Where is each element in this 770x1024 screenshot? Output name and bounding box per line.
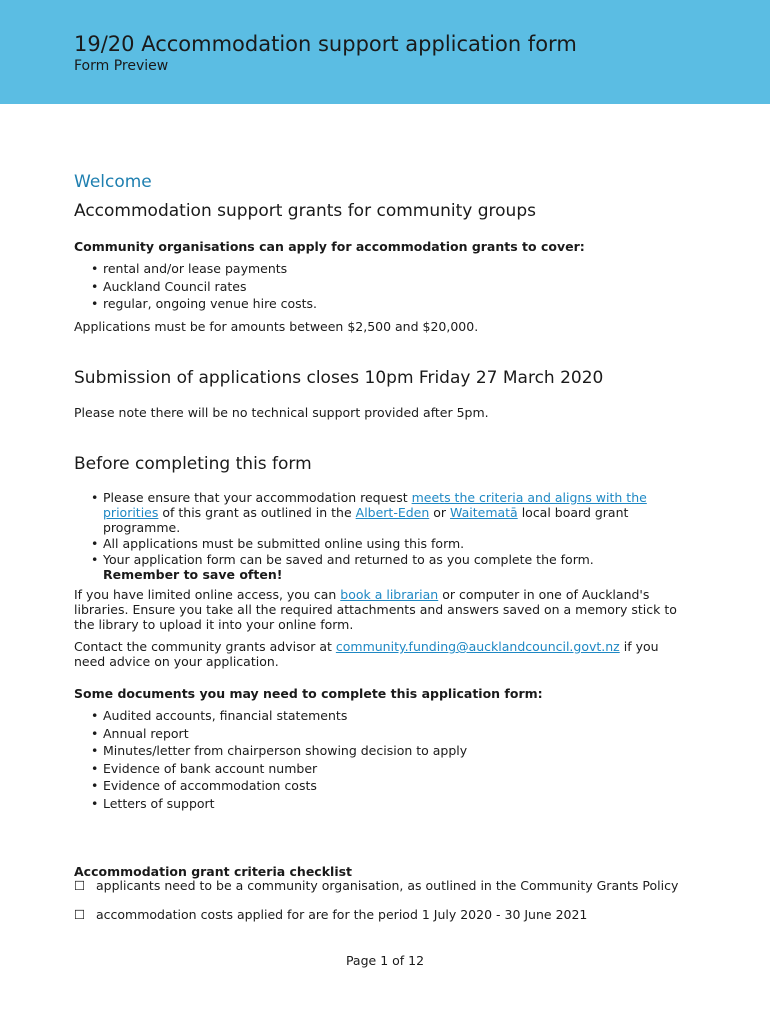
- list-item: • Your application form can be saved and returned to as you complete the form. Remember to save often!: [91, 552, 594, 582]
- page-number: Page 1 of 12: [345, 953, 425, 968]
- cover-intro: Community organisations can apply for accommodation grants to cover:: [74, 239, 585, 254]
- list-item: • Letters of support: [91, 795, 215, 811]
- support-note: Please note there will be no technical support provided after 5pm.: [74, 405, 489, 420]
- welcome-heading: Welcome: [74, 172, 152, 192]
- documents-heading: Some documents you may need to complete this application form:: [74, 686, 543, 701]
- list-item: • Minutes/letter from chairperson showing decision to apply: [91, 743, 468, 758]
- closing-heading: Submission of applications closes 10pm Friday 27 March 2020: [74, 368, 604, 388]
- checklist-item: ☐ accommodation costs applied for are for the period 1 July 2020 - 30 June 2021: [74, 907, 588, 922]
- list-item: • rental and/or lease payments: [91, 261, 288, 276]
- documents-list: [74, 707, 684, 812]
- list-item: • All applications must be submitted online using this form.: [91, 536, 465, 551]
- cover-list: [74, 260, 684, 313]
- waitemata-link[interactable]: Waitematā: [450, 505, 518, 520]
- list-item: • Auckland Council rates: [91, 278, 247, 294]
- book-librarian-link[interactable]: book a librarian: [340, 587, 439, 602]
- save-reminder: Remember to save often!: [103, 567, 283, 582]
- list-item: • Audited accounts, financial statements: [91, 708, 348, 723]
- list-item: • Evidence of bank account number: [91, 760, 318, 776]
- form-subtitle: Form Preview: [74, 58, 169, 74]
- limited-access-text: If you have limited online access, you can book a librarian or computer in one of Auckland's libraries. Ensure you take all the required attachments and answers saved on a memory stick to the library to upload it into your online form.: [74, 587, 677, 632]
- email-link[interactable]: community.funding@aucklandcouncil.govt.nz: [335, 639, 620, 654]
- before-list: [74, 490, 684, 582]
- list-item: • Please ensure that your accommodation request meets the criteria and aligns with the priorities of this grant as outlined in the Albert-Eden or Waitematā local board grant programme.: [91, 490, 647, 535]
- contact-text: Contact the community grants advisor at community.funding@aucklandcouncil.govt.nz if you need advice on your application.: [74, 639, 659, 669]
- list-item: • Annual report: [91, 725, 189, 741]
- page-header: [0, 0, 770, 104]
- amounts-text: Applications must be for amounts between $2,500 and $20,000.: [74, 319, 479, 334]
- checklist-item: ☐ applicants need to be a community organisation, as outlined in the Community Grants Policy: [74, 878, 679, 893]
- criteria-link[interactable]: meets the criteria and aligns with the priorities: [103, 490, 647, 520]
- form-title: 19/20 Accommodation support application form: [74, 32, 577, 56]
- checkbox-icon[interactable]: ☐: [74, 907, 86, 922]
- checkbox-icon[interactable]: ☐: [74, 878, 86, 893]
- list-item: • regular, ongoing venue hire costs.: [91, 296, 318, 311]
- before-heading: Before completing this form: [74, 454, 312, 474]
- list-item: • Evidence of accommodation costs: [91, 778, 317, 793]
- checklist-heading: Accommodation grant criteria checklist: [74, 864, 353, 879]
- grants-subheading: Accommodation support grants for community groups: [74, 201, 536, 221]
- albert-eden-link[interactable]: Albert-Eden: [355, 505, 430, 520]
